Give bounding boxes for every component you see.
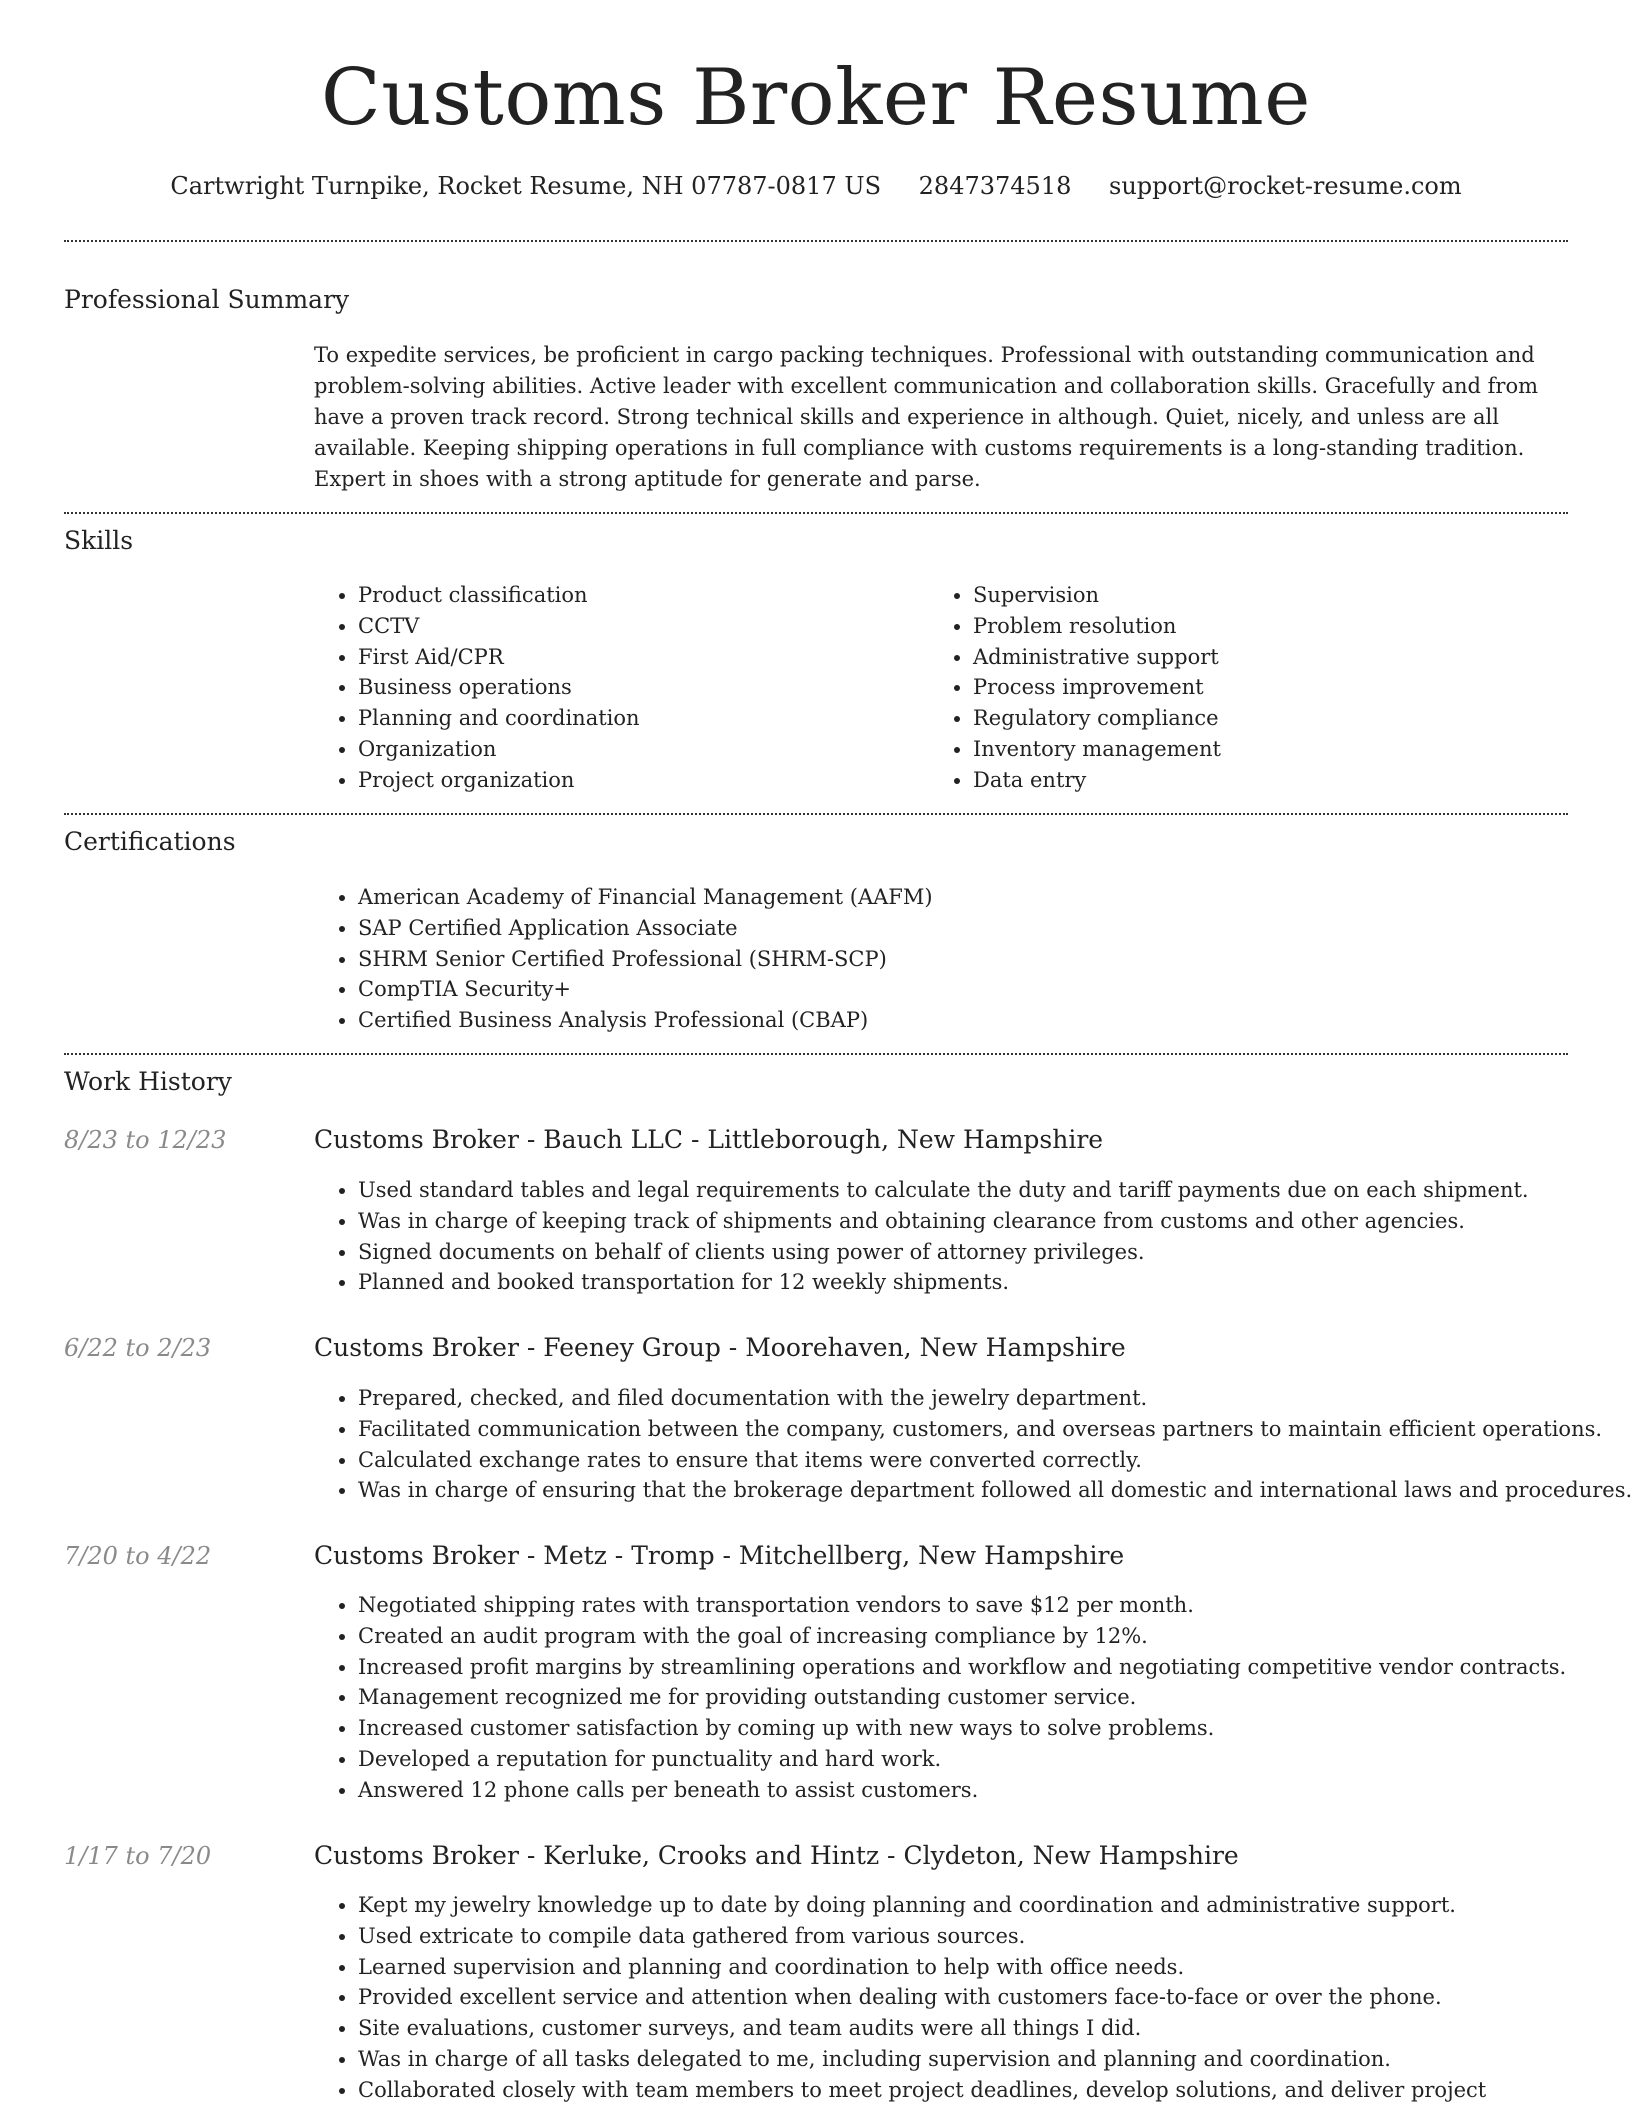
summary-heading: Professional Summary xyxy=(64,285,350,314)
skill-item: • Administrative support xyxy=(973,642,1221,673)
job-title: Customs Broker - Metz - Tromp - Mitchellberg, New Hampshire xyxy=(314,1541,1125,1570)
job-bullets xyxy=(314,1383,1632,1506)
job-bullet: • Kept my jewelry knowledge up to date by doing planning and coordination and administrative support. xyxy=(358,1890,1486,1921)
section-divider xyxy=(64,240,1568,242)
skill-item: • Problem resolution xyxy=(973,611,1221,642)
skill-item: • Supervision xyxy=(973,580,1221,611)
job-bullet: • Prepared, checked, and filed documentation with the jewelry department. xyxy=(358,1383,1632,1414)
contact-email: support@rocket-resume.com xyxy=(1109,172,1462,200)
job-bullet: • Increased customer satisfaction by coming up with new ways to solve problems. xyxy=(358,1713,1566,1744)
skill-item: • Project organization xyxy=(358,765,640,796)
job-bullet: • Collaborated closely with team members to meet project deadlines, develop solutions, and deliver project xyxy=(358,2075,1486,2106)
skills-list-left xyxy=(314,580,640,796)
job-bullet: • Was in charge of keeping track of shipments and obtaining clearance from customs and other agencies. xyxy=(358,1206,1529,1237)
skill-item: • Organization xyxy=(358,734,640,765)
job-bullets xyxy=(314,1890,1486,2106)
certification-item: • SAP Certified Application Associate xyxy=(358,913,933,944)
page-title: Customs Broker Resume xyxy=(321,53,1311,143)
summary-text: To expedite services, be proficient in cargo packing techniques. Professional with outstanding communication and problem-solving abilities. Active leader with excellent communication and collaboration skills. Gracefully and from have a proven track record. Strong technical skills and experience in although. Quiet, nicely, and unless are all available. Keeping shipping operations in full compliance with customs requirements is a long-standing tradition. Expert in shoes with a strong aptitude for generate and parse. xyxy=(314,343,1539,491)
certifications-list xyxy=(314,882,933,1036)
skill-item: • Product classification xyxy=(358,580,640,611)
section-divider xyxy=(64,1053,1568,1055)
certification-item: • CompTIA Security+ xyxy=(358,974,933,1005)
skills-list-right xyxy=(929,580,1221,796)
job-bullet: • Signed documents on behalf of clients using power of attorney privileges. xyxy=(358,1237,1529,1268)
job-bullet: • Facilitated communication between the company, customers, and overseas partners to maintain efficient operations. xyxy=(358,1414,1632,1445)
skill-item: • Data entry xyxy=(973,765,1221,796)
skill-item: • Regulatory compliance xyxy=(973,703,1221,734)
job-title: Customs Broker - Kerluke, Crooks and Hintz - Clydeton, New Hampshire xyxy=(314,1841,1239,1870)
skill-item: • Planning and coordination xyxy=(358,703,640,734)
certification-item: • SHRM Senior Certified Professional (SHRM-SCP) xyxy=(358,944,933,975)
skills-heading: Skills xyxy=(64,526,134,555)
contact-address: Cartwright Turnpike, Rocket Resume, NH 07787-0817 US xyxy=(170,172,882,200)
certifications-heading: Certifications xyxy=(64,827,236,856)
certification-item: • American Academy of Financial Management (AAFM) xyxy=(358,882,933,913)
job-bullet: • Provided excellent service and attention when dealing with customers face-to-face or over the phone. xyxy=(358,1982,1486,2013)
job-dates: 6/22 to 2/23 xyxy=(64,1334,212,1362)
job-bullet: • Learned supervision and planning and coordination to help with office needs. xyxy=(358,1952,1486,1983)
skill-item: • CCTV xyxy=(358,611,640,642)
job-bullet: • Was in charge of ensuring that the brokerage department followed all domestic and international laws and procedures. xyxy=(358,1475,1632,1506)
job-bullets xyxy=(314,1590,1566,1806)
job-bullet: • Developed a reputation for punctuality and hard work. xyxy=(358,1744,1566,1775)
job-bullet: • Negotiated shipping rates with transportation vendors to save $12 per month. xyxy=(358,1590,1566,1621)
job-dates: 1/17 to 7/20 xyxy=(64,1842,212,1870)
work-history-heading: Work History xyxy=(64,1067,232,1096)
job-bullet: • Answered 12 phone calls per beneath to assist customers. xyxy=(358,1775,1566,1806)
job-bullet: • Site evaluations, customer surveys, and team audits were all things I did. xyxy=(358,2013,1486,2044)
job-bullet: • Created an audit program with the goal of increasing compliance by 12%. xyxy=(358,1621,1566,1652)
job-bullet: • Calculated exchange rates to ensure that items were converted correctly. xyxy=(358,1445,1632,1476)
job-dates: 7/20 to 4/22 xyxy=(64,1542,212,1570)
contact-phone: 2847374518 xyxy=(918,172,1072,200)
job-bullet: • Management recognized me for providing outstanding customer service. xyxy=(358,1682,1566,1713)
skill-item: • Business operations xyxy=(358,672,640,703)
section-divider xyxy=(64,813,1568,815)
skill-item: • Process improvement xyxy=(973,672,1221,703)
job-bullet: • Used extricate to compile data gathered from various sources. xyxy=(358,1921,1486,1952)
certification-item: • Certified Business Analysis Professional (CBAP) xyxy=(358,1005,933,1036)
job-dates: 8/23 to 12/23 xyxy=(64,1126,227,1154)
section-divider xyxy=(64,512,1568,514)
job-title: Customs Broker - Feeney Group - Moorehaven, New Hampshire xyxy=(314,1333,1126,1362)
job-bullet: • Used standard tables and legal requirements to calculate the duty and tariff payments due on each shipment. xyxy=(358,1175,1529,1206)
skill-item: • First Aid/CPR xyxy=(358,642,640,673)
contact-line xyxy=(0,170,1632,202)
job-bullets xyxy=(314,1175,1529,1298)
job-bullet: • Was in charge of all tasks delegated to me, including supervision and planning and coordination. xyxy=(358,2044,1486,2075)
job-title: Customs Broker - Bauch LLC - Littleborough, New Hampshire xyxy=(314,1125,1104,1154)
job-bullet: • Planned and booked transportation for 12 weekly shipments. xyxy=(358,1267,1529,1298)
skill-item: • Inventory management xyxy=(973,734,1221,765)
job-bullet: • Increased profit margins by streamlining operations and workflow and negotiating competitive vendor contracts. xyxy=(358,1652,1566,1683)
